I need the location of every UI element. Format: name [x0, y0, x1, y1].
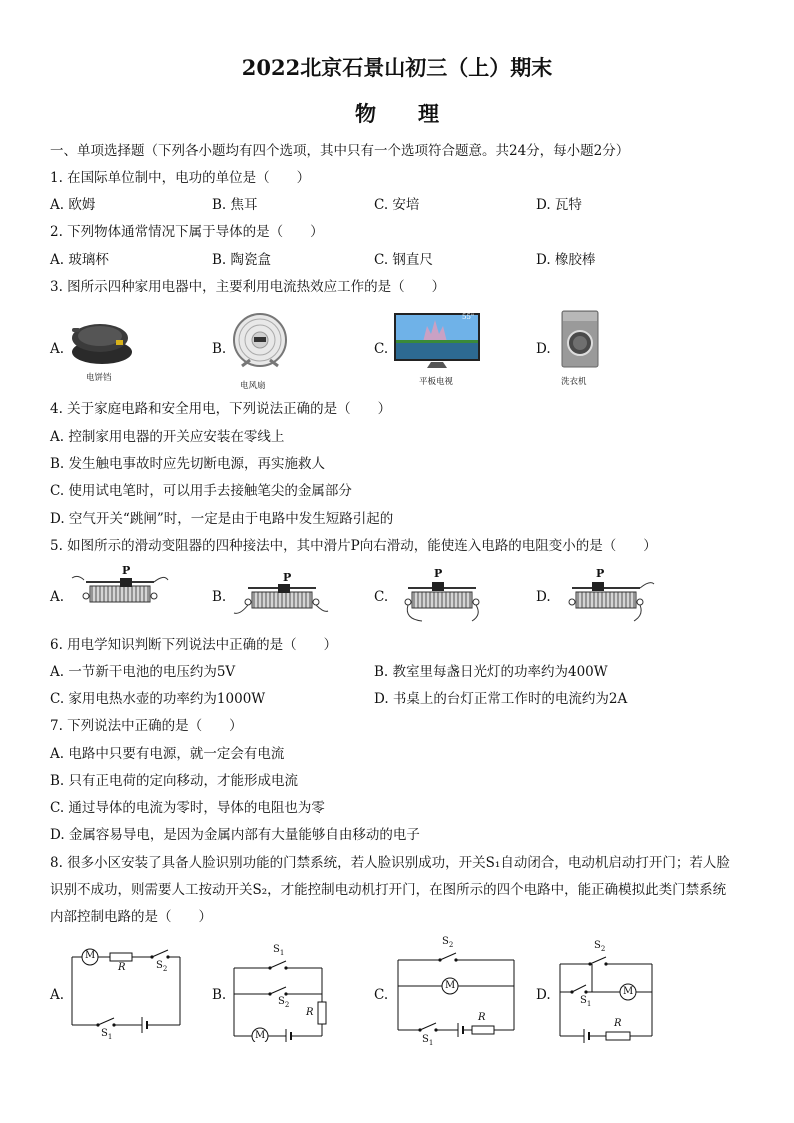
q2-option-d: D. 橡胶棒 — [536, 252, 596, 268]
caption-griddle: 电饼铛 — [86, 373, 112, 383]
q6-option-c: C. 家用电热水壶的功率约为1000W — [50, 691, 266, 707]
switch-letter: S — [101, 1028, 108, 1039]
circuit-d-s2-label — [594, 940, 605, 955]
q8-option-c: C. — [374, 987, 389, 1003]
q3-option-c: C. — [374, 341, 389, 357]
rheostat-figure-a — [70, 572, 170, 612]
caption-tv: 平板电视 — [419, 377, 454, 387]
section-heading: 一、单项选择题（下列各小题均有四个选项，其中只有一个选项符合题意。共24分，每小题2分） — [50, 143, 630, 159]
q4-option-c: C. 使用试电笔时，可以用手去接触笔尖的金属部分 — [50, 483, 352, 499]
q5-c-slider-label: P — [434, 567, 443, 580]
subject-title: 物 理 — [355, 101, 439, 126]
switch-index: 2 — [162, 965, 168, 973]
q4-option-a: A. 控制家用电器的开关应安装在零线上 — [50, 429, 285, 445]
q8-option-d: D. — [536, 987, 551, 1003]
q4-stem: 4. 关于家庭电路和安全用电，下列说法正确的是（ ） — [50, 401, 392, 417]
circuit-c-s2-label — [442, 936, 453, 951]
exam-title: 2022北京石景山初三（上）期末 — [241, 55, 553, 80]
switch-index: 2 — [600, 945, 606, 953]
circuit-b-s2-label — [278, 996, 289, 1011]
q7-option-d: D. 金属容易导电，是因为金属内部有大量能够自由移动的电子 — [50, 827, 420, 843]
rheostat-figure-b — [232, 578, 332, 618]
q2-stem: 2. 下列物体通常情况下属于导体的是（ ） — [50, 224, 324, 240]
q1-option-d: D. 瓦特 — [536, 197, 582, 213]
q6-option-a: A. 一节新干电池的电压约为5V — [50, 664, 236, 680]
q5-option-b: B. — [212, 589, 227, 605]
q5-d-slider-label: P — [596, 567, 605, 580]
switch-index: 1 — [279, 949, 285, 957]
q3-option-a: A. — [50, 341, 65, 357]
q4-option-d: D. 空气开关“跳闸”时，一定是由于电路中发生短路引起的 — [50, 511, 394, 527]
q7-option-a: A. 电路中只要有电源，就一定会有电流 — [50, 746, 285, 762]
circuit-d — [556, 938, 658, 1048]
switch-letter: S — [156, 960, 163, 971]
q8-stem-line3: 内部控制电路的是（ ） — [50, 909, 212, 925]
circuit-d-motor-symbol: M — [623, 986, 634, 997]
switch-letter: S — [580, 995, 587, 1006]
q3-option-b: B. — [212, 341, 227, 357]
q6-stem: 6. 用电学知识判断下列说法中正确的是（ ） — [50, 637, 338, 653]
q4-option-b: B. 发生触电事故时应先切断电源，再实施救人 — [50, 456, 326, 472]
switch-index: 1 — [107, 1033, 113, 1041]
circuit-b-motor-symbol: M — [255, 1030, 266, 1041]
switch-index: 1 — [428, 1039, 434, 1047]
q2-option-c: C. 钢直尺 — [374, 252, 433, 268]
circuit-c-motor-symbol: M — [445, 980, 456, 991]
switch-index: 1 — [586, 1000, 592, 1008]
rheostat-figure-c — [392, 578, 492, 624]
circuit-a-s2-label — [156, 960, 167, 975]
q2-option-b: B. 陶瓷盒 — [212, 252, 272, 268]
circuit-a — [68, 945, 184, 1041]
rheostat-figure-d — [556, 578, 656, 624]
q5-a-slider-label: P — [122, 564, 131, 577]
circuit-c-s1-label — [422, 1034, 433, 1049]
circuit-a-motor-symbol: M — [85, 950, 96, 961]
q8-option-a: A. — [50, 987, 65, 1003]
switch-letter: S — [278, 996, 285, 1007]
q2-option-a: A. 玻璃杯 — [50, 252, 109, 268]
q5-option-a: A. — [50, 589, 65, 605]
switch-letter: S — [442, 936, 449, 947]
switch-index: 2 — [284, 1001, 290, 1009]
q7-option-c: C. 通过导体的电流为零时，导体的电阻也为零 — [50, 800, 325, 816]
q1-stem: 1. 在国际单位制中，电功的单位是（ ） — [50, 170, 311, 186]
q5-option-d: D. — [536, 589, 551, 605]
q5-stem: 5. 如图所示的滑动变阻器的四种接法中，其中滑片P向右滑动，能使连入电路的电阻变小的是（ ） — [50, 538, 657, 554]
q3-stem: 3. 图所示四种家用电器中，主要利用电流热效应工作的是（ ） — [50, 279, 446, 295]
q1-option-b: B. 焦耳 — [212, 197, 258, 213]
caption-fan: 电风扇 — [240, 381, 266, 391]
q5-option-c: C. — [374, 589, 389, 605]
circuit-d-s1-label — [580, 995, 591, 1010]
electric-fan-image — [228, 310, 292, 374]
q8-stem-line2: 识别不成功，则需要人工按动开关S₂，才能控制电动机打开门，在图所示的四个电路中，能正确模拟此类门禁系统 — [50, 882, 727, 898]
switch-letter: S — [273, 944, 280, 955]
q6-option-d: D. 书桌上的台灯正常工作时的电流约为2A — [374, 691, 628, 707]
tv-badge: 55" — [462, 313, 475, 321]
switch-index: 2 — [448, 941, 454, 949]
washing-machine-image — [561, 310, 599, 368]
circuit-c-resistor-label: R — [478, 1012, 486, 1023]
q8-option-b: B. — [212, 987, 227, 1003]
caption-washer: 洗衣机 — [561, 377, 587, 387]
q7-option-b: B. 只有正电荷的定向移动，才能形成电流 — [50, 773, 299, 789]
q6-option-b: B. 教室里每盏日光灯的功率约为400W — [374, 664, 608, 680]
circuit-b-resistor-label: R — [306, 1007, 314, 1018]
q1-option-c: C. 安培 — [374, 197, 420, 213]
circuit-b — [230, 940, 340, 1042]
circuit-a-resistor-label: R — [118, 962, 126, 973]
q1-option-a: A. 欧姆 — [50, 197, 96, 213]
circuit-c — [394, 936, 518, 1048]
q7-stem: 7. 下列说法中正确的是（ ） — [50, 718, 243, 734]
switch-letter: S — [594, 940, 601, 951]
circuit-d-resistor-label: R — [614, 1018, 622, 1029]
electric-griddle-image — [66, 316, 138, 368]
q8-stem-line1: 8. 很多小区安装了具备人脸识别功能的门禁系统，若人脸识别成功，开关S₁自动闭合，电动机启动打开门；若人脸 — [50, 855, 730, 871]
circuit-a-s1-label — [101, 1028, 112, 1043]
q5-b-slider-label: P — [283, 571, 292, 584]
q3-option-d: D. — [536, 341, 551, 357]
switch-letter: S — [422, 1034, 429, 1045]
circuit-b-s1-label — [273, 944, 284, 959]
